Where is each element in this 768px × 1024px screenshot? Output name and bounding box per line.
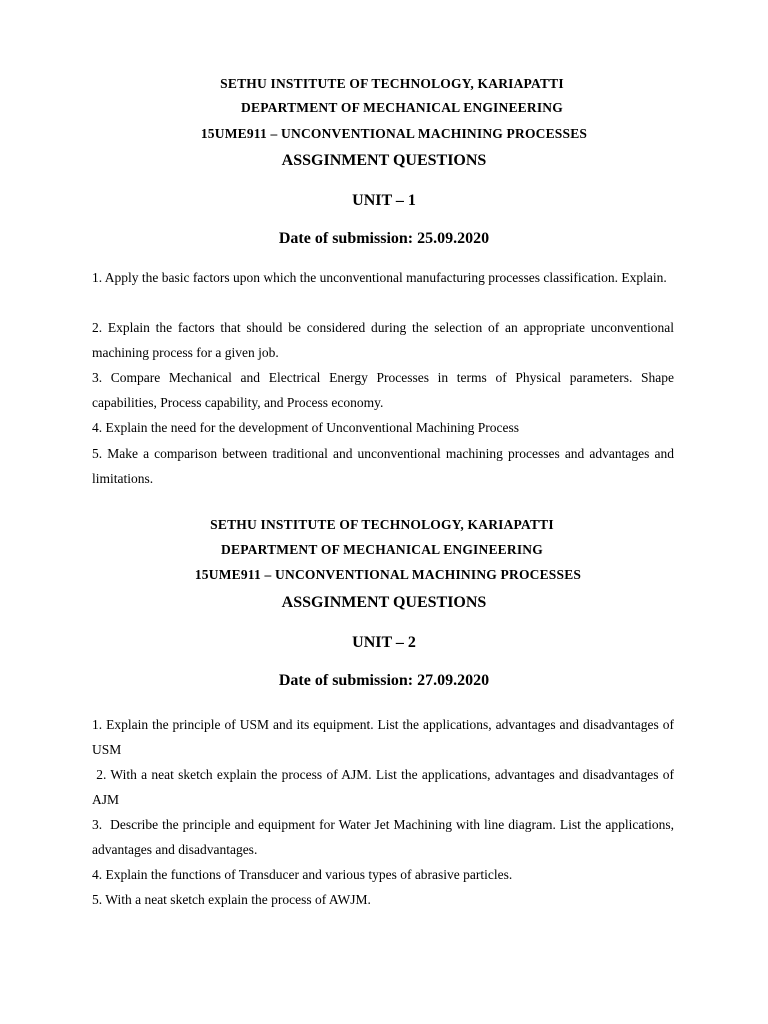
department-title: DEPARTMENT OF MECHANICAL ENGINEERING <box>241 100 563 115</box>
institute-title: SETHU INSTITUTE OF TECHNOLOGY, KARIAPATTI <box>220 76 564 91</box>
unit-heading: UNIT – 2 <box>352 634 416 651</box>
question-item: 2. Explain the factors that should be considered during the selection of an appropriate unconventional machining process for a given job. <box>92 320 674 360</box>
question-item: 3. Describe the principle and equipment for Water Jet Machining with line diagram. List the applications, advantages and disadvantages. <box>92 817 678 857</box>
course-title: 15UME911 – UNCONVENTIONAL MACHINING PROCESSES <box>200 126 588 141</box>
question-item: 2. With a neat sketch explain the process of AJM. List the applications, advantages and disadvantages of AJM <box>92 767 677 807</box>
institute-title: SETHU INSTITUTE OF TECHNOLOGY, KARIAPATTI <box>210 517 554 532</box>
question-item: 1. Apply the basic factors upon which the unconventional manufacturing processes classification. Explain. <box>92 270 667 285</box>
question-item: 4. Explain the need for the development of Unconventional Machining Process <box>92 420 520 435</box>
question-item: 4. Explain the functions of Transducer and various types of abrasive particles. <box>92 867 513 882</box>
submission-date: Date of submission: 25.09.2020 <box>278 230 490 247</box>
unit-heading: UNIT – 1 <box>352 192 416 209</box>
submission-date: Date of submission: 27.09.2020 <box>278 672 490 689</box>
course-title: 15UME911 – UNCONVENTIONAL MACHINING PROCESSES <box>194 567 582 582</box>
assignment-heading: ASSGINMENT QUESTIONS <box>281 152 487 169</box>
question-item: 5. With a neat sketch explain the process of AWJM. <box>92 892 371 907</box>
question-item: 1. Explain the principle of USM and its equipment. List the applications, advantages and disadvantages of USM <box>92 717 674 757</box>
assignment-heading: ASSGINMENT QUESTIONS <box>281 594 487 611</box>
department-title: DEPARTMENT OF MECHANICAL ENGINEERING <box>221 542 543 557</box>
question-item: 3. Compare Mechanical and Electrical Energy Processes in terms of Physical parameters. Shape capabilities, Process capability, and Process economy. <box>92 370 674 410</box>
question-item: 5. Make a comparison between traditional and unconventional machining processes and advantages and limitations. <box>92 446 674 486</box>
